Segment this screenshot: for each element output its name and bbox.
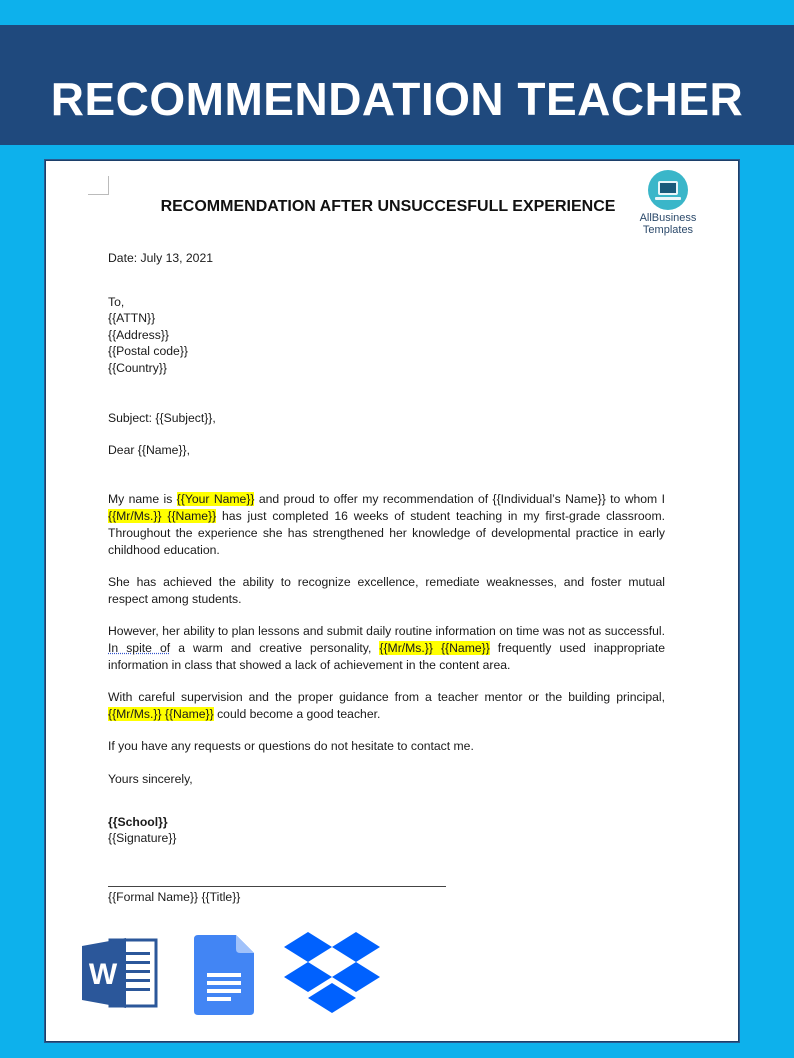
paragraph-5: If you have any requests or questions do not hesitate to contact me. bbox=[108, 739, 474, 753]
mr-ms-placeholder: {{Mr/Ms.}} bbox=[108, 707, 162, 721]
in-spite-of-text: In spite of bbox=[108, 641, 171, 655]
google-docs-icon[interactable] bbox=[194, 935, 254, 1015]
mr-ms-placeholder: {{Mr/Ms.}} bbox=[379, 641, 433, 655]
header-banner bbox=[0, 25, 794, 145]
attn-line: {{ATTN}} bbox=[108, 311, 156, 325]
dropbox-icon[interactable] bbox=[284, 932, 380, 1020]
signature-line: {{Signature}} bbox=[108, 831, 177, 845]
address-line: {{Address}} bbox=[108, 328, 169, 342]
paragraph-4: With careful supervision and the proper guidance from a teacher mentor or the building principal, {{Mr/Ms.}} {{Name}} could become a good teacher. bbox=[108, 690, 665, 721]
formal-name-line: {{Formal Name}} {{Title}} bbox=[108, 890, 241, 904]
to-line: To, bbox=[108, 295, 125, 309]
logo-line2: Templates bbox=[642, 224, 694, 236]
paragraph-1: My name is {{Your Name}} and proud to offer my recommendation of {{Individual’s Name}} to whom I {{Mr/Ms.}} {{Name}} has just completed 16 weeks of student teaching in my first-grade classroom. Throughout the experience she has strengthened her knowledge of developmental practice in early childhood education. bbox=[108, 492, 665, 557]
word-letter: W bbox=[88, 958, 118, 991]
paragraph-3: However, her ability to plan lessons and submit daily routine information on time was not as successful. In spite of a warm and creative personality, {{Mr/Ms.}} {{Name}} frequently used inappropriate information in class that showed a lack of achievement in the content area. bbox=[108, 624, 665, 672]
closing-line: Yours sincerely, bbox=[108, 772, 193, 786]
document-title: RECOMMENDATION AFTER UNSUCCESFULL EXPERIENCE bbox=[160, 198, 616, 215]
name-placeholder: {{Name}} bbox=[167, 509, 217, 523]
paragraph-2: She has achieved the ability to recognize excellence, remediate weaknesses, and foster mutual respect among students. bbox=[108, 575, 665, 606]
name-placeholder: {{Name}} bbox=[164, 707, 214, 721]
your-name-placeholder: {{Your Name}} bbox=[176, 492, 255, 506]
subject-line: Subject: {{Subject}}, bbox=[108, 411, 216, 425]
school-line: {{School}} bbox=[108, 815, 168, 829]
country-line: {{Country}} bbox=[108, 361, 167, 375]
banner-title: RECOMMENDATION TEACHER bbox=[50, 73, 744, 125]
date-line: Date: July 13, 2021 bbox=[108, 251, 214, 265]
crop-mark bbox=[88, 176, 109, 195]
word-icon[interactable] bbox=[82, 936, 158, 1010]
mr-ms-placeholder: {{Mr/Ms.}} bbox=[108, 509, 162, 523]
postal-line: {{Postal code}} bbox=[108, 344, 188, 358]
signature-rule bbox=[108, 886, 446, 887]
logo-line1: AllBusiness bbox=[639, 212, 697, 224]
salutation-line: Dear {{Name}}, bbox=[108, 443, 190, 457]
name-placeholder: {{Name}} bbox=[440, 641, 490, 655]
